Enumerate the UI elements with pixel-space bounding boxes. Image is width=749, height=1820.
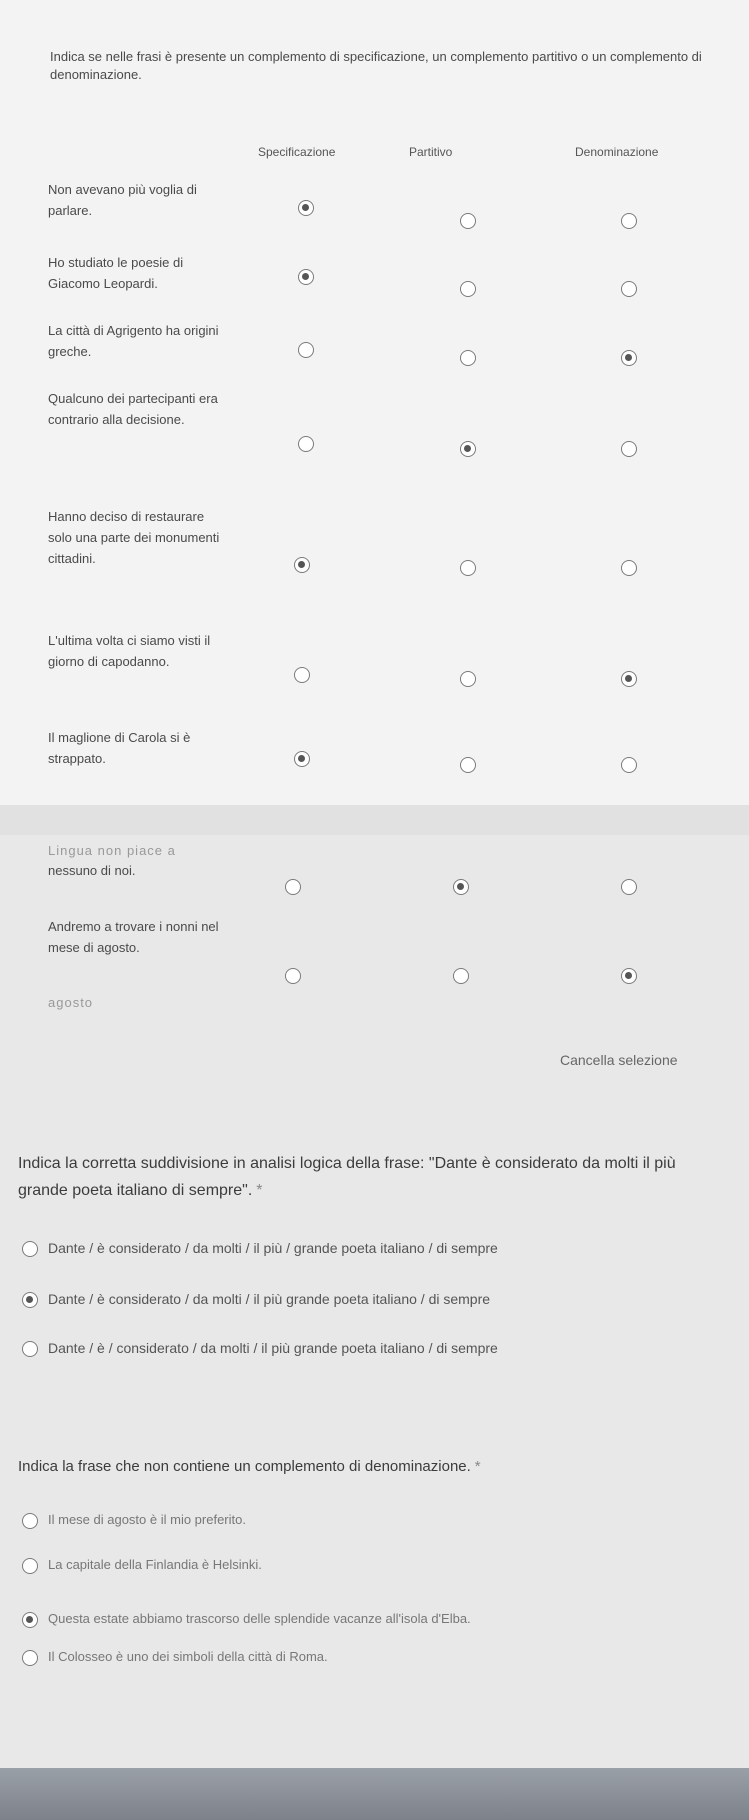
q2-option-label[interactable]: Dante / è considerato / da molti / il più grande poeta italiano / di sempre	[48, 1291, 491, 1307]
radio-row7-partitivo[interactable]	[460, 757, 476, 773]
radio-row3-partitivo[interactable]	[460, 350, 476, 366]
radio-row7-specificazione[interactable]	[294, 751, 310, 767]
radio-row6-denominazione[interactable]	[621, 671, 637, 687]
grid-row-label: Qualcuno dei partecipanti era contrario alla decisione.	[48, 391, 218, 427]
radio-row5-denominazione[interactable]	[621, 560, 637, 576]
radio-row1-partitivo[interactable]	[460, 213, 476, 229]
radio-row1-denominazione[interactable]	[621, 213, 637, 229]
q3-option-label[interactable]: Il mese di agosto è il mio preferito.	[48, 1512, 246, 1527]
grid-row-label: Il maglione di Carola si è strappato.	[48, 730, 191, 766]
cut-off-text: agosto	[48, 995, 94, 1010]
radio-row8-specificazione[interactable]	[285, 879, 301, 895]
column-header-denominazione: Denominazione	[575, 145, 659, 159]
radio-row7-denominazione[interactable]	[621, 757, 637, 773]
radio-q2-option-1[interactable]	[22, 1241, 38, 1257]
required-asterisk: *	[256, 1182, 263, 1199]
bottom-edge	[0, 1768, 749, 1820]
radio-row6-partitivo[interactable]	[460, 671, 476, 687]
radio-q3-option-4[interactable]	[22, 1650, 38, 1666]
radio-row8-denominazione[interactable]	[621, 879, 637, 895]
q3-option-label[interactable]: Questa estate abbiamo trascorso delle splendide vacanze all'isola d'Elba.	[48, 1611, 471, 1626]
required-asterisk: *	[474, 1458, 481, 1475]
q3-option-label[interactable]: Il Colosseo è uno dei simboli della città di Roma.	[48, 1649, 328, 1664]
cut-off-text: Lingua non piace a	[48, 843, 176, 858]
q2-option-label[interactable]: Dante / è considerato / da molti / il più / grande poeta italiano / di sempre	[48, 1240, 498, 1256]
question-3-title	[18, 1458, 718, 1475]
lower-panel	[0, 835, 749, 1820]
grid-row-label: Ho studiato le poesie di Giacomo Leopardi.	[48, 255, 184, 291]
radio-row9-specificazione[interactable]	[285, 968, 301, 984]
radio-row1-specificazione[interactable]	[298, 200, 314, 216]
question-2-text: Indica la corretta suddivisione in analisi logica della frase: "Dante è considerato da molti il più grande poeta italiano di sempre".	[18, 1155, 676, 1199]
radio-q3-option-1[interactable]	[22, 1513, 38, 1529]
radio-q3-option-3[interactable]	[22, 1612, 38, 1628]
radio-q2-option-2[interactable]	[22, 1292, 38, 1308]
panel-gap	[0, 805, 749, 835]
radio-row6-specificazione[interactable]	[294, 667, 310, 683]
clear-selection-link[interactable]: Cancella selezione	[560, 1052, 678, 1068]
question-3-text: Indica la frase che non contiene un complemento di denominazione.	[18, 1458, 471, 1475]
grid-row-label: La città di Agrigento ha origini greche.	[48, 323, 219, 359]
radio-row5-partitivo[interactable]	[460, 560, 476, 576]
radio-row8-partitivo[interactable]	[453, 879, 469, 895]
column-header-specificazione: Specificazione	[258, 145, 336, 159]
grid-row-label: Andremo a trovare i nonni nel mese di agosto.	[48, 919, 219, 955]
radio-row3-specificazione[interactable]	[298, 342, 314, 358]
question-2-title	[18, 1150, 718, 1204]
radio-row4-partitivo[interactable]	[460, 441, 476, 457]
radio-row2-specificazione[interactable]	[298, 269, 314, 285]
q2-option-label[interactable]: Dante / è / considerato / da molti / il più grande poeta italiano / di sempre	[48, 1340, 498, 1356]
radio-q3-option-2[interactable]	[22, 1558, 38, 1574]
radio-row4-specificazione[interactable]	[298, 436, 314, 452]
grid-row-label: Hanno deciso di restaurare solo una parte dei monumenti cittadini.	[48, 509, 220, 566]
radio-row9-denominazione[interactable]	[621, 968, 637, 984]
radio-row3-denominazione[interactable]	[621, 350, 637, 366]
radio-row2-partitivo[interactable]	[460, 281, 476, 297]
grid-row-label: Non avevano più voglia di parlare.	[48, 182, 197, 218]
column-header-partitivo: Partitivo	[409, 145, 453, 159]
q3-option-label[interactable]: La capitale della Finlandia è Helsinki.	[48, 1557, 262, 1572]
radio-q2-option-3[interactable]	[22, 1341, 38, 1357]
radio-row2-denominazione[interactable]	[621, 281, 637, 297]
radio-row9-partitivo[interactable]	[453, 968, 469, 984]
question-1-intro: Indica se nelle frasi è presente un complemento di specificazione, un complemento partitivo o un complemento di denominazione.	[50, 49, 702, 82]
radio-row5-specificazione[interactable]	[294, 557, 310, 573]
radio-row4-denominazione[interactable]	[621, 441, 637, 457]
grid-row-label: L'ultima volta ci siamo visti il giorno di capodanno.	[48, 633, 211, 669]
grid-row-label: nessuno di noi.	[48, 863, 136, 878]
